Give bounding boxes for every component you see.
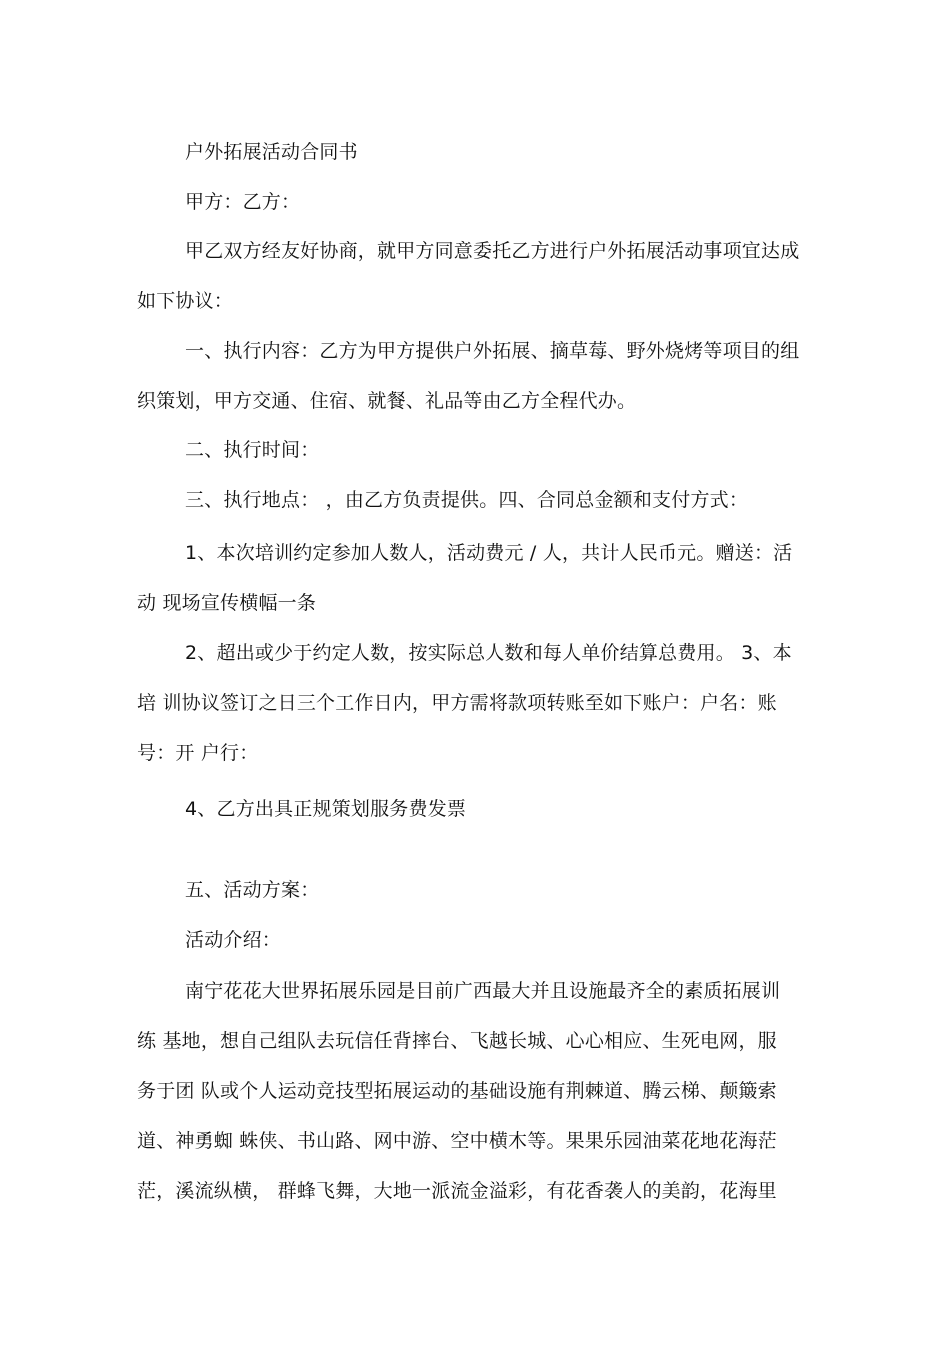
intro-line-1: 甲乙双方经友好协商，就甲方同意委托乙方进行户外拓展活动事项宜达成 <box>185 240 800 262</box>
activity-body-line-2: 练 基地，想自己组队去玩信任背摔台、飞越长城、心心相应、生死电网，服 <box>137 1030 777 1052</box>
activity-body-line-4: 道、神勇蜘 蛛侠、书山路、网中游、空中横木等。果果乐园油菜花地花海茫 <box>137 1130 777 1152</box>
item1-line-1: 1、本次培训约定参加人数人，活动费元 / 人，共计人民币元。赠送：活 <box>185 542 793 564</box>
activity-body-line-1: 南宁花花大世界拓展乐园是目前广西最大并且设施最齐全的素质拓展训 <box>185 980 781 1002</box>
activity-heading: 活动介绍： <box>185 929 282 951</box>
clause5-line: 五、活动方案： <box>185 879 320 901</box>
activity-body-line-3: 务于团 队或个人运动竞技型拓展运动的基础设施有荆棘道、腾云梯、颠簸索 <box>137 1080 777 1102</box>
item2-line-1: 2、超出或少于约定人数，按实际总人数和每人单价结算总费用。 3、本 <box>185 642 792 664</box>
document-title: 户外拓展活动合同书 <box>185 141 358 163</box>
item4-line: 4、乙方出具正规策划服务费发票 <box>185 798 467 820</box>
item1-line-2: 动 现场宣传横幅一条 <box>137 592 317 614</box>
clause1-line-2: 织策划，甲方交通、住宿、就餐、礼品等由乙方全程代办。 <box>137 390 637 412</box>
clause1-line-1: 一、执行内容：乙方为甲方提供户外拓展、摘草莓、野外烧烤等项目的组 <box>185 340 800 362</box>
activity-body-line-5: 茫，溪流纵横， 群蜂飞舞，大地一派流金溢彩，有花香袭人的美韵，花海里 <box>137 1180 777 1202</box>
parties-line: 甲方：乙方： <box>185 191 301 213</box>
item2-line-2: 培 训协议签订之日三个工作日内，甲方需将款项转账至如下账户：户名：账 <box>137 692 777 714</box>
intro-line-2: 如下协议： <box>137 290 234 312</box>
item2-line-3: 号：开 户行： <box>137 742 259 764</box>
clause3-line: 三、执行地点： ，由乙方负责提供。四、合同总金额和支付方式： <box>185 489 749 511</box>
clause2-line: 二、执行时间： <box>185 439 320 461</box>
